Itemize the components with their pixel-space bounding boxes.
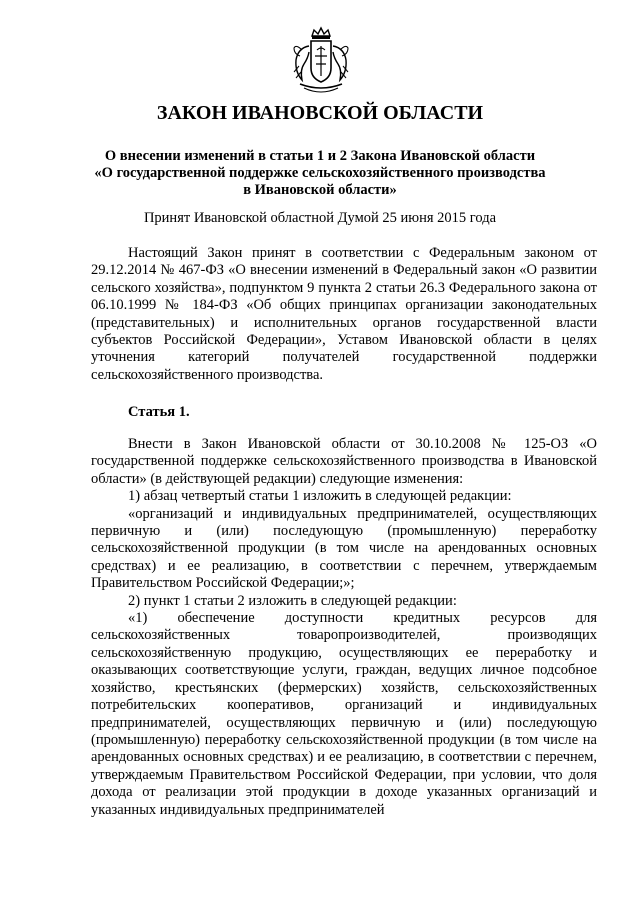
article-1-body: [91, 436, 597, 819]
preamble: [91, 245, 597, 384]
article-paragraph: «1) обеспечение доступности кредитных ресурсов для сельскохозяйственных товаропроизводителей, производящих сельскохозяйственную продукцию, осуществляющих ее переработку и оказывающих соответствующие услуги, граждан, ведущих личное подсобное хозяйство, крестьянских (фермерских) хозяйств, сельскохозяйственных потребительских кооперативов, организаций и индивидуальных предпринимателей, осуществляющих первичную и (или) последующую (промышленную) переработку сельскохозяйственной продукции (в том числе на арендованных основных средствах) и ее реализацию, в соответствии с перечнем, утверждаемым Правительством Российской Федерации, при условии, что доля дохода от реализации этой продукции в доходе указанных организаций и указанных индивидуальных предпринимателей: [91, 610, 597, 818]
coat-of-arms-icon: [290, 26, 352, 96]
article-paragraph: «организаций и индивидуальных предпринимателей, осуществляющих первичную и (или) последующую (промышленную) переработку сельскохозяйственной продукции (в том числе на арендованных основных средствах) и ее реализацию, в соответствии с перечнем, утверждаемым Правительством Российской Федерации;»;: [91, 505, 597, 592]
article-paragraph: 2) пункт 1 статьи 2 изложить в следующей редакции:: [128, 592, 457, 609]
article-1-heading: Статья 1.: [128, 404, 190, 420]
subtitle-line: в Ивановской области»: [243, 182, 397, 198]
law-title: ЗАКОН ИВАНОВСКОЙ ОБЛАСТИ: [156, 102, 484, 124]
subtitle-line: О внесении изменений в статьи 1 и 2 Закона Ивановской области: [104, 148, 536, 164]
article-paragraph: 1) абзац четвертый статьи 1 изложить в следующей редакции:: [128, 488, 512, 505]
law-subtitle: [90, 148, 550, 199]
preamble-paragraph: Настоящий Закон принят в соответствии с Федеральным законом от 29.12.2014 № 467-ФЗ «О внесении изменений в Федеральный закон «О развитии сельского хозяйства», подпунктом 9 пункта 2 статьи 26.3 Федерального закона от 06.10.1999 № 184-ФЗ «Об общих принципах организации законодательных (представительных) и исполнительных органов государственной власти субъектов Российской Федерации», Уставом Ивановской области в целях уточнения категорий получателей государственной поддержки сельскохозяйственного производства.: [91, 245, 597, 383]
subtitle-line: «О государственной поддержке сельскохозяйственного производства: [94, 165, 546, 181]
article-paragraph: Внести в Закон Ивановской области от 30.10.2008 № 125-ОЗ «О государственной поддержке сельскохозяйственного производства в Ивановской области» (в действующей редакции) следующие изменения:: [91, 436, 597, 487]
adoption-note: Принят Ивановской областной Думой 25 июня 2015 года: [143, 210, 497, 226]
